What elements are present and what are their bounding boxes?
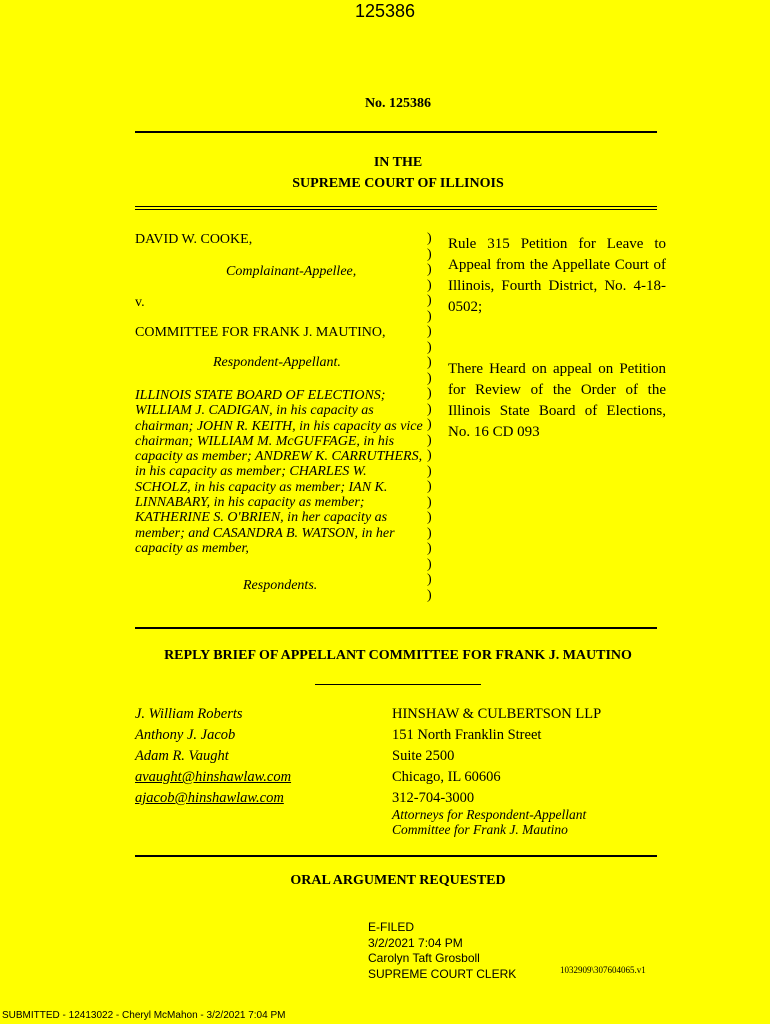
email-link-jacob[interactable]: ajacob@hinshawlaw.com [135, 790, 284, 806]
firm-phone: 312-704-3000 [392, 790, 475, 806]
submission-footer: SUBMITTED - 12413022 - Cheryl McMahon - 3/2/2021 7:04 PM [2, 1010, 286, 1021]
divider-top [135, 131, 657, 133]
document-id: 1032909\307604065.v1 [560, 965, 646, 975]
firm-city: Chicago, IL 60606 [392, 769, 501, 785]
attorneys-for [392, 807, 586, 837]
appellee-name: DAVID W. COOKE, [135, 232, 253, 247]
firm-suite: Suite 2500 [392, 748, 455, 764]
respondents-label: Respondents. [243, 578, 318, 593]
counsel-name: Anthony J. Jacob [135, 727, 236, 743]
firm-block [392, 704, 601, 809]
appeal-source: Rule 315 Petition for Leave to Appeal from the Appellate Court of Illinois, Fourth District, No. 4-18-0502; [448, 236, 666, 315]
divider-bottom [135, 855, 657, 857]
divider-middle [135, 627, 657, 629]
efile-line-2: 3/2/2021 7:04 PM [368, 935, 463, 950]
appellant-role: Respondent-Appellant. [213, 355, 341, 370]
respondents-list: ILLINOIS STATE BOARD OF ELECTIONS; WILLIAM J. CADIGAN, in his capacity as chairman; JOHN R. KEITH, in his capacity as vice chairman; WILLIAM M. McGUFFAGE, in his capacity as member; ANDREW K. CARRUTHERS, in his capacity as member; CHARLES W. SCHOLZ, in his capacity as member; IAN K. LINNABARY, in his capacity as member; KATHERINE S. O'BRIEN, in her capacity as member; and CASANDRA B. WATSON, in her capacity as member, [135, 388, 423, 556]
oral-argument-note: ORAL ARGUMENT REQUESTED [290, 873, 506, 888]
court-line-1: IN THE [373, 155, 423, 170]
versus: v. [135, 295, 145, 310]
appellee-role: Complainant-Appellee, [226, 264, 357, 279]
counsel-name: Adam R. Vaught [135, 748, 229, 764]
attorneys-for-line-2: Committee for Frank J. Mautino [392, 822, 568, 837]
counsel-name: J. William Roberts [135, 706, 243, 722]
court-heading [0, 152, 770, 194]
caption-parens: ) ) ) ) ) ) ) ) ) ) ) ) ) ) ) ) ) ) ) ) ) ) ) ) [427, 231, 432, 603]
brief-title: REPLY BRIEF OF APPELLANT COMMITTEE FOR FRANK J. MAUTINO [164, 648, 632, 663]
divider-double-b [135, 209, 657, 210]
appeal-review: There Heard on appeal on Petition for Review of the Order of the Illinois State Board of Elections, No. 16 CD 093 [448, 361, 666, 440]
title-underline [315, 684, 481, 685]
counsel-names [135, 704, 291, 809]
firm-name: HINSHAW & CULBERTSON LLP [392, 706, 602, 722]
docket-header: 125386 [354, 1, 416, 21]
court-line-2: SUPREME COURT OF ILLINOIS [292, 176, 504, 191]
case-number: No. 125386 [364, 96, 432, 111]
firm-address: 151 North Franklin Street [392, 727, 542, 743]
efile-line-1: E-FILED [368, 920, 415, 934]
divider-double-a [135, 206, 657, 207]
appellant-name: COMMITTEE FOR FRANK J. MAUTINO, [135, 325, 386, 340]
efile-stamp [368, 920, 516, 982]
attorneys-for-line-1: Attorneys for Respondent-Appellant [392, 807, 587, 822]
email-link-vaught[interactable]: avaught@hinshawlaw.com [135, 769, 292, 785]
efile-line-4: SUPREME COURT CLERK [368, 966, 517, 981]
efile-line-3: Carolyn Taft Grosboll [368, 951, 480, 965]
